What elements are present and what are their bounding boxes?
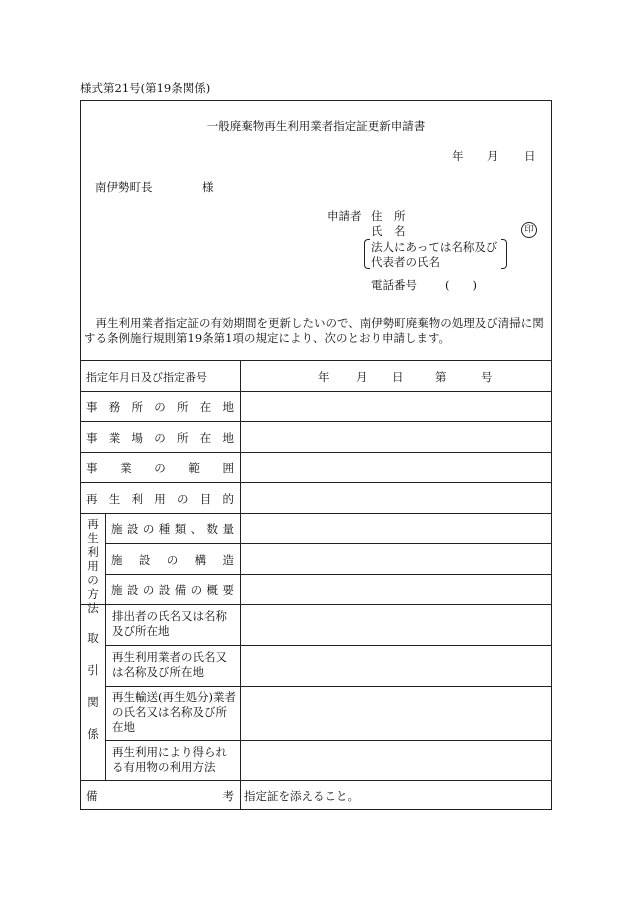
method-row-3: 施 設 の 設 備 の 概 要	[111, 583, 234, 597]
phone-parens: ( )	[445, 278, 477, 292]
date-year: 年	[452, 149, 464, 163]
phone-label: 電話番号	[371, 278, 417, 292]
designation-year: 年	[318, 370, 330, 384]
name-label: 氏 名	[371, 224, 406, 238]
right-bracket	[501, 239, 507, 269]
designation-month: 月	[356, 370, 368, 384]
business-scope-label: 事 業 の 範 囲	[86, 461, 234, 475]
applicant-label: 申請者	[327, 209, 362, 223]
trade-row-2: 再生利用業者の氏名又は名称及び所在地	[112, 650, 227, 679]
addressee-suffix: 様	[202, 180, 214, 194]
addressee-name: 南伊勢町長	[95, 180, 153, 194]
method-row-2: 施 設 の 構 造	[111, 553, 234, 567]
office-location-label: 事 務 所 の 所 在 地	[86, 400, 234, 414]
remarks-value: 指定証を添えること。	[244, 789, 359, 803]
workplace-location-label: 事 業 場 の 所 在 地	[86, 431, 234, 445]
date-day: 日	[524, 149, 536, 163]
method-group-label: 再 生 利 用 の 方 法	[87, 517, 99, 615]
designation-go: 号	[481, 370, 493, 384]
form-number: 様式第21号(第19条関係)	[80, 81, 211, 95]
address-label: 住 所	[371, 209, 406, 223]
designation-day: 日	[392, 370, 404, 384]
trade-row-4: 再生利用により得られる有用物の利用方法	[112, 745, 227, 774]
trade-row-3: 再生輸送(再生処分)業者の氏名又は名称及び所在地	[112, 690, 236, 734]
seal-mark: 印	[521, 222, 537, 238]
method-row-1: 施 設 の 種 類 、 数 量	[111, 522, 234, 536]
purpose-label: 再 生 利 用 の 目 的	[86, 492, 234, 506]
left-bracket	[364, 239, 370, 269]
corporate-note-line2: 代表者の氏名	[371, 255, 440, 269]
designation-no: 第	[435, 370, 447, 384]
designation-label: 指定年月日及び指定番号	[86, 371, 207, 384]
trade-row-1: 排出者の氏名又は名称及び所在地	[112, 609, 227, 638]
form-title: 一般廃棄物再生利用業者指定証更新申請書	[206, 119, 426, 133]
body-text: 再生利用業者指定証の有効期間を更新したいので、南伊勢町廃棄物の処理及び清掃に関する条例施行規則第19条第1項の規定により、次のとおり申請します。	[84, 316, 544, 345]
trade-group-label: 取 引 関 係	[87, 631, 99, 741]
corporate-note-line1: 法人にあっては名称及び	[371, 240, 498, 254]
remarks-label: 備 考	[86, 789, 234, 803]
date-month: 月	[487, 149, 499, 163]
